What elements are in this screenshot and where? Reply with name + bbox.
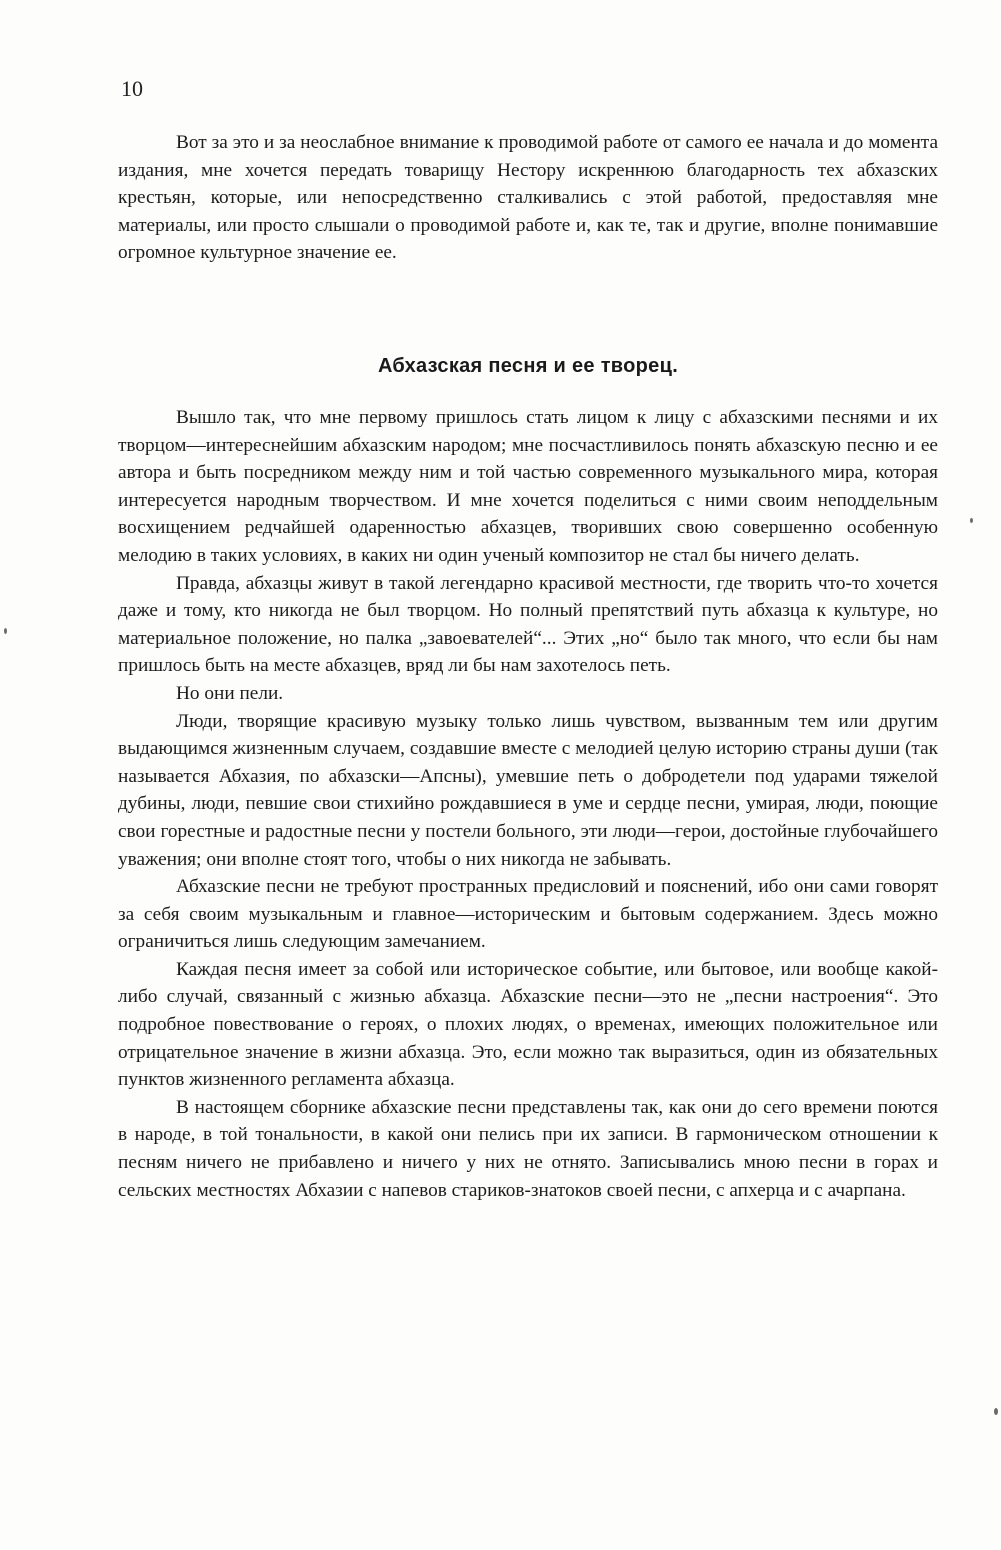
body-paragraph-5: Абхазские песни не требуют пространных предисловий и пояснений, ибо они сами говорят за себя своим музыкальным и главное—историческим и бытовым содержанием. Здесь можно ограничиться лишь следующим замечанием. [118, 876, 938, 953]
scan-speck-3 [994, 1408, 998, 1415]
body-paragraph-1: Вышло так, что мне первому пришлось стать лицом к лицу с абхазскими песнями и их творцом—интереснейшим абхазским народом; мне посчастливилось понять абхазскую песню и ее автора и быть посредником между ним и той частью современного музыкального мира, которая интересуется народным творчеством. И мне хочется поделиться с ними своим неподдельным восхищением редчайшей одаренностью абхазцев, творивших свою совершенно особенную мелодию в таких условиях, в каких ни один ученый композитор не стал бы ничего делать. [118, 407, 938, 566]
intro-section [118, 129, 938, 267]
body-paragraph-2: Правда, абхазцы живут в такой легендарно красивой местности, где творить что-то хочется даже и тому, кто никогда не был творцом. Но полный препятствий путь абхазца к культуре, но материальное положение, но палка „завоевателей“... Этих „но“ было так много, что если бы нам пришлось быть на месте абхазцев, вряд ли бы нам захотелось петь. [118, 572, 938, 677]
section-body [118, 404, 938, 1204]
section-heading: Абхазская песня и ее творец. [377, 355, 679, 377]
body-paragraph-6: Каждая песня имеет за собой или историческое событие, или бытовое, или вообще какой-либо случай, связанный с жизнью абхазца. Абхазские песни—это не „песни настроения“. Это подробное повествование о героях, о плохих людях, о временах, имеющих положительное или отрицательное значение в жизни абхазца. Это, если можно так выразиться, один из обязательных пунктов жизненного регламента абхазца. [118, 958, 938, 1091]
scan-speck-1 [4, 628, 7, 634]
body-paragraph-7: В настоящем сборнике абхазские песни представлены так, как они до сего времени поются в народе, в той тональности, в какой они пелись при их записи. В гармоническом отношении к песням ничего не прибавлено и ничего у них не отнято. Записывались мною песни в горах и сельских местностях Абхазии с напевов стариков-знатоков своей песни, с апхерца и с ачарпана. [118, 1096, 938, 1201]
body-paragraph-4: Люди, творящие красивую музыку только лишь чувством, вызванным тем или другим выдающимся жизненным случаем, создавшие вместе с мелодией целую историю страны души (так называется Абхазия, по абхазски—Апсны), умевшие петь о добродетели под ударами тяжелой дубины, люди, певшие свои стихийно рождавшиеся в уме и сердце песни, умирая, люди, поющие свои горестные и радостные песни у постели больного, эти люди—герои, достойные глубочайшего уважения; они вполне стоят того, чтобы о них никогда не забывать. [118, 710, 938, 870]
scan-speck-2 [970, 518, 973, 523]
page-number: 10 [121, 76, 143, 101]
body-paragraph-3: Но они пели. [176, 682, 284, 704]
intro-paragraph: Вот за это и за неослабное внимание к проводимой работе от самого ее начала и до момента издания, мне хочется передать товарищу Нестору искреннюю благодарность тех абхазских крестьян, которые, или непосредственно сталкивались с этой работой, предоставляя мне материалы, или просто слышали о проводимой работе и, как те, так и другие, вполне понимавшие огромное культурное значение ее. [118, 132, 938, 264]
